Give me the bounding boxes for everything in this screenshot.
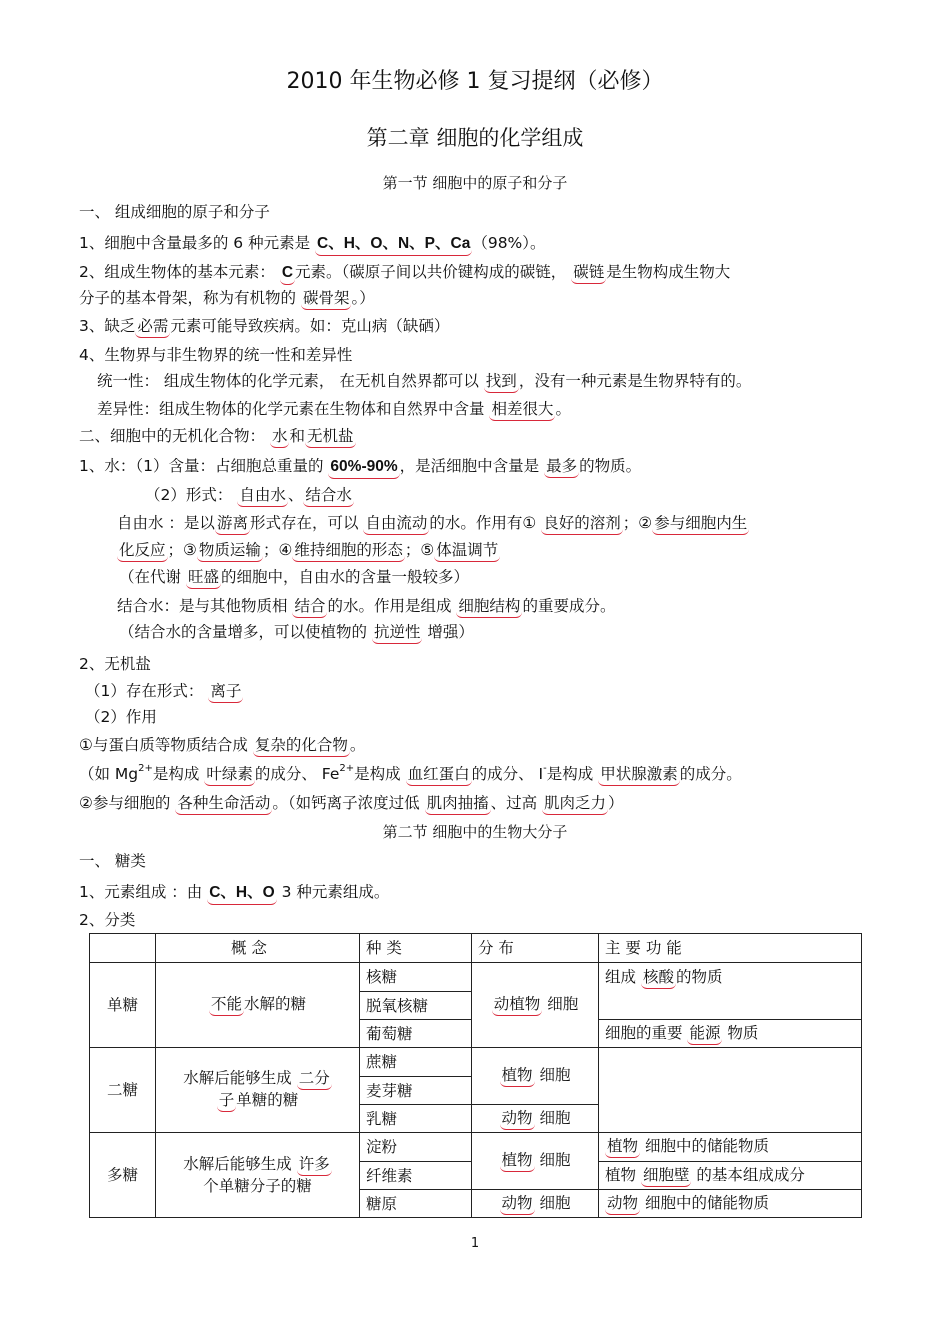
- line-sugar-elements: 1、元素组成 ：由 C、H、O 3 种元素组成。: [79, 882, 389, 905]
- kind-starch: 淀粉: [360, 1133, 472, 1162]
- line-salt-form: （1）存在形式： 离子: [85, 681, 243, 703]
- table-header-row: [90, 934, 862, 963]
- line-essential-elements: 3、缺乏 必需 元素可能导致疾病。如：克山病（缺硒）: [79, 316, 449, 338]
- document-title: 2010 年生物必修 1 复习提纲（必修）: [286, 69, 664, 94]
- line-unity-difference: 4、生物界与非生物界的统一性和差异性: [79, 346, 353, 364]
- line-metabolism-note: （在代谢 旺盛 的细胞中，自由水的含量一般较多）: [119, 567, 469, 589]
- line-carbon-skeleton: 分子的基本骨架，称为有机物的 碳骨架 。）: [79, 288, 375, 310]
- func-poly-1: 植物 细胞中的储能物质: [599, 1133, 862, 1162]
- line-basic-element: 2、组成生物体的基本元素： C 元素。（碳原子间以共价键构成的碳链， 碳链 是生物构成生物大: [79, 262, 730, 285]
- line-inorganic-salt: 2、无机盐: [79, 655, 151, 673]
- dist-poly-plant: 植物 细胞: [472, 1133, 599, 1190]
- concept-di: 水解后能够生成 二分 子 单糖的糖: [156, 1048, 360, 1133]
- func-poly-2: 植物 细胞壁 的基本组成成分: [599, 1162, 862, 1190]
- table-row: [90, 1133, 862, 1162]
- heading-sugars: 一、 糖类: [79, 852, 146, 870]
- dist-poly-animal: 动物 细胞: [472, 1190, 599, 1218]
- line-bound-water: 结合水：是与其他物质相 结合 的水。作用是组成 细胞结构 的重要成分。: [117, 596, 615, 618]
- kind-sucrose: 蔗糖: [360, 1048, 472, 1077]
- dist-mono: 动植物 细胞: [472, 963, 599, 1048]
- row-name-mono: 单糖: [90, 963, 156, 1048]
- header-distribution: 分 布: [472, 934, 599, 963]
- line-free-water: 自由水 ：是以 游离 形式存在，可以 自由流动 的水。作用有① 良好的溶剂 ；② 参与细胞内生: [117, 513, 749, 535]
- func-poly-3: 动物 细胞中的储能物质: [599, 1190, 862, 1218]
- line-salt-life-activity: ②参与细胞的 各种生命活动 。（如钙离子浓度过低 肌肉抽搐 、过高 肌肉乏力 ）: [79, 793, 624, 815]
- row-name-di: 二糖: [90, 1048, 156, 1133]
- line-water-content: 1、水：（1）含量：占细胞总重量的 60%-90% ，是活细胞中含量是 最多 的物质。: [79, 456, 641, 479]
- table-row: [90, 1048, 862, 1077]
- kind-lactose: 乳糖: [360, 1105, 472, 1133]
- line-free-water-2: 化反应 ；③ 物质运输 ；④ 维持细胞的形态 ；⑤ 体温调节: [117, 540, 500, 562]
- line-bound-water-note: （结合水的含量增多，可以使植物的 抗逆性 增强）: [119, 622, 474, 644]
- dist-di-plant: 植物 细胞: [472, 1048, 599, 1105]
- page-number: 1: [470, 1236, 480, 1251]
- line-salt-examples: （如 $Mg^{2+}$是构成 叶绿素 的成分、 $Fe^{2+}$是构成 血红蛋白 的成分、 I-是构成 甲状腺激素 的成分。: [79, 764, 742, 786]
- line-unity: 统一性： 组成生物体的化学元素， 在无机自然界都可以 找到 ，没有一种元素是生物界特有的。: [97, 371, 751, 393]
- kind-maltose: 麦芽糖: [360, 1077, 472, 1105]
- header-kind: 种 类: [360, 934, 472, 963]
- dist-di-animal: 动物 细胞: [472, 1105, 599, 1133]
- line-salt-function: （2）作用: [85, 708, 157, 726]
- kind-glucose: 葡萄糖: [360, 1020, 472, 1048]
- line-sugar-classification: 2、分类: [79, 911, 136, 929]
- line-difference: 差异性：组成生物体的化学元素在生物体和自然界中含量 相差很大 。: [97, 399, 571, 421]
- section-title-1: 第一节 细胞中的原子和分子: [382, 174, 568, 192]
- row-name-poly: 多糖: [90, 1133, 156, 1218]
- header-concept: 概 念: [156, 934, 360, 963]
- heading-atoms-molecules: 一、 组成细胞的原子和分子: [79, 203, 270, 221]
- concept-mono: 不能 水解的糖: [156, 963, 360, 1048]
- sugar-classification-table: [89, 933, 862, 1218]
- line-water-forms: （2）形式： 自由水 、 结合水: [145, 485, 354, 507]
- kind-ribose: 核糖: [360, 963, 472, 992]
- func-mono-1: 组成 核酸 的物质: [599, 963, 862, 1020]
- concept-poly: 水解后能够生成 许多 个单糖分子的糖: [156, 1133, 360, 1218]
- chapter-title: 第二章 细胞的化学组成: [366, 126, 584, 150]
- line-salt-compound: ①与蛋白质等物质结合成 复杂的化合物 。: [79, 735, 365, 757]
- kind-deoxyribose: 脱氧核糖: [360, 992, 472, 1020]
- kind-glycogen: 糖原: [360, 1190, 472, 1218]
- section-title-2: 第二节 细胞中的生物大分子: [382, 823, 568, 841]
- kind-cellulose: 纤维素: [360, 1162, 472, 1190]
- heading-inorganic: 二、细胞中的无机化合物： 水 和 无机盐: [79, 426, 356, 448]
- header-function: 主 要 功 能: [599, 934, 862, 963]
- func-mono-2: 细胞的重要 能源 物质: [599, 1020, 862, 1048]
- table-row: [90, 963, 862, 992]
- line-six-elements: 1、细胞中含量最多的 6 种元素是 C、H、O、N、P、Ca （98%）。: [79, 233, 546, 256]
